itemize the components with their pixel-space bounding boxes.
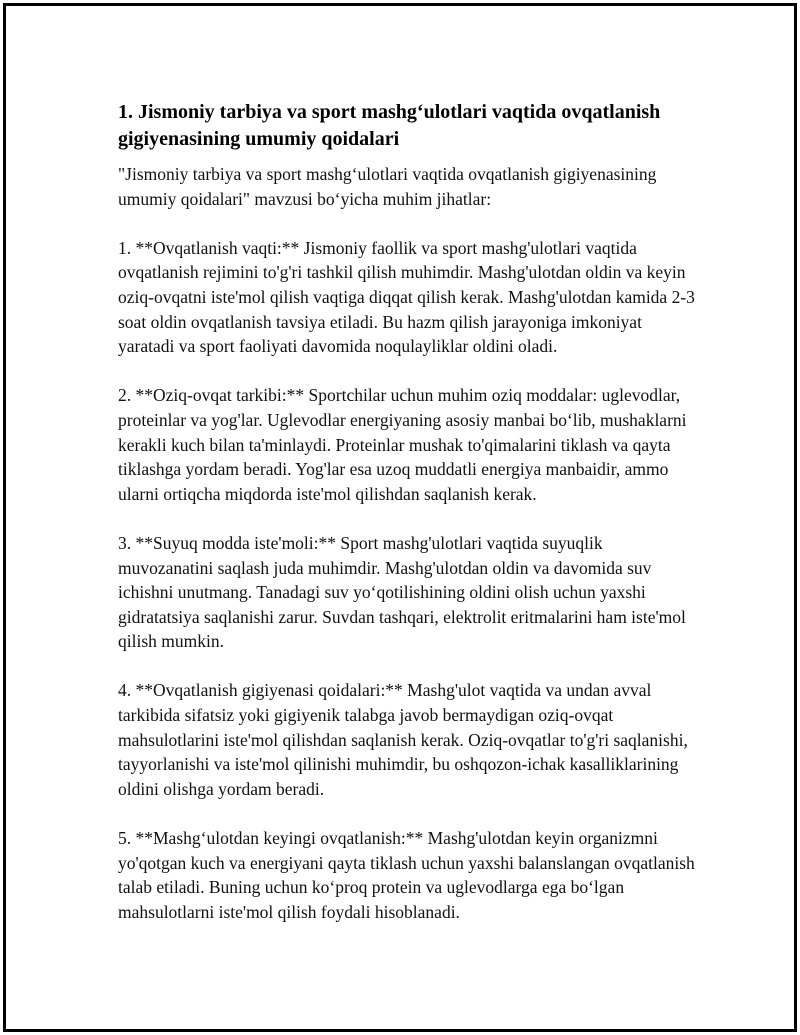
- document-body: [118, 99, 698, 924]
- page-frame: [3, 3, 797, 1032]
- paragraph-food-composition: 2. **Oziq-ovqat tarkibi:** Sportchilar uchun muhim oziq moddalar: uglevodlar, proteinlar va yog'lar. Uglevodlar energiyaning asosiy manbai bo‘lib, mushaklarni kerakli kuch bilan ta'minlaydi. Proteinlar mushak to'qimalarini tiklash va qayta tiklashga yordam beradi. Yog'lar esa uzoq muddatli energiya manbaidir, ammo ularni ortiqcha miqdorda iste'mol qilishdan saqlanish kerak.: [118, 385, 687, 504]
- paragraph-post-workout: 5. **Mashg‘ulotdan keyingi ovqatlanish:** Mashg'ulotdan keyin organizmni yo'qotgan kuch va energiyani qayta tiklash uchun yaxshi balanslangan ovqatlanish talab etiladi. Buning uchun ko‘proq protein va uglevodlarga ega bo‘lgan mahsulotlarni iste'mol qilish foydali hisoblanadi.: [118, 828, 695, 922]
- paragraph-fluid-intake: 3. **Suyuq modda iste'moli:** Sport mashg'ulotlari vaqtida suyuqlik muvozanatini saqlash juda muhimdir. Mashg'ulotdan oldin va davomida suv ichishni unutmang. Tanadagi suv yo‘qotilishining oldini olish uchun yaxshi gidratatsiya saqlanishi zarur. Suvdan tashqari, elektrolit eritmalarini ham iste'mol qilish mumkin.: [118, 532, 686, 652]
- intro-paragraph: "Jismoniy tarbiya va sport mashg‘ulotlari vaqtida ovqatlanish gigiyenasining umumiy qoidalari" mavzusi bo‘yicha muhim jihatlar:: [118, 164, 657, 209]
- section-heading: 1. Jismoniy tarbiya va sport mashg‘ulotlari vaqtida ovqatlanish gigiyenasining umumiy qoidalari: [118, 101, 661, 150]
- paragraph-hygiene-rules: 4. **Ovqatlanish gigiyenasi qoidalari:** Mashg'ulot vaqtida va undan avval tarkibida sifatsiz yoki gigiyenik talabga javob bermaydigan oziq-ovqat mahsulotlarini iste'mol qilishdan saqlanish kerak. Oziq-ovqatlar to'g'ri saqlanishi, tayyorlanishi va iste'mol qilinishi muhimdir, bu oshqozon-ichak kasalliklarining oldini olishga yordam beradi.: [118, 680, 688, 799]
- paragraph-meal-timing: 1. **Ovqatlanish vaqti:** Jismoniy faollik va sport mashg'ulotlari vaqtida ovqatlanish rejimini to'g'ri tashkil qilish muhimdir. Mashg'ulotdan oldin va keyin oziq-ovqatni iste'mol qilish vaqtiga diqqat qilish kerak. Mashg'ulotdan kamida 2-3 soat oldin ovqatlanish tavsiya etiladi. Bu hazm qilish jarayoniga imkoniyat yaratadi va sport faoliyati davomida noqulayliklar oldini oladi.: [118, 237, 695, 357]
